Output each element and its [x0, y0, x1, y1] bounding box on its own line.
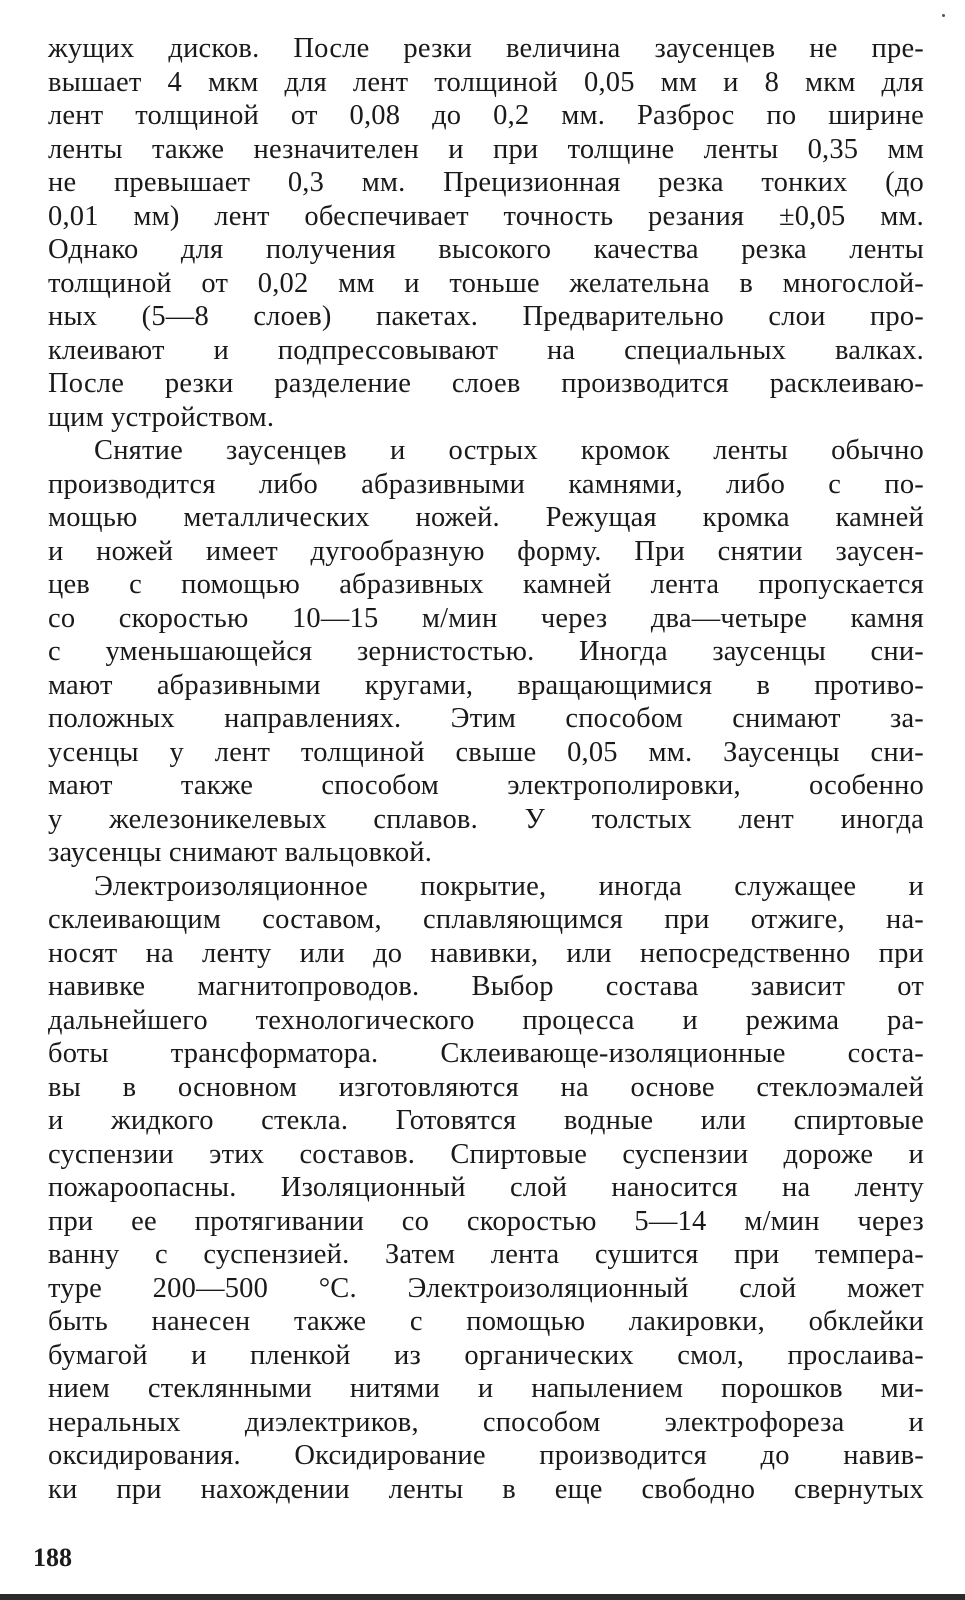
- text-line: суспензии этих составов. Спиртовые суспензии дороже и: [48, 1138, 924, 1170]
- text-line: и жидкого стекла. Готовятся водные или спиртовые: [48, 1105, 924, 1136]
- text-line: мают абразивными кругами, вращающимися в противо-: [48, 669, 924, 701]
- text-line: Электроизоляционное покрытие, иногда служащее и: [94, 870, 924, 902]
- text-line: вы в основном изготовляются на основе стеклоэмалей: [48, 1071, 924, 1103]
- text-line: ки при нахождении ленты в еще свободно свернутых: [48, 1473, 924, 1505]
- body-text: [48, 32, 924, 1506]
- text-line: туре 200—500 °С. Электроизоляционный слой может: [48, 1272, 924, 1304]
- text-line: склеивающим составом, сплавляющимся при отжиге, на-: [48, 904, 924, 935]
- text-line: производится либо абразивными камнями, либо с по-: [48, 468, 924, 500]
- text-line: 0,01 мм) лент обеспечивает точность резания ±0,05 мм.: [48, 200, 924, 232]
- text-line: толщиной от 0,02 мм и тоньше желательна в многослой-: [48, 267, 924, 299]
- text-line: ных (5—8 слоев) пакетах. Предварительно слои про-: [48, 301, 924, 332]
- text-line: и ножей имеет дугообразную форму. При снятии заусен-: [48, 535, 924, 567]
- text-line: боты трансформатора. Склеивающе-изоляционные соста-: [48, 1038, 924, 1069]
- text-line: ванну с суспензией. Затем лента сушится при темпера-: [48, 1239, 924, 1270]
- text-line: вышает 4 мкм для лент толщиной 0,05 мм и 8 мкм для: [48, 66, 924, 98]
- page-bottom-edge: [0, 1594, 965, 1600]
- paragraph-1: [48, 32, 924, 434]
- text-line: мощью металлических ножей. Режущая кромка камней: [48, 502, 924, 533]
- text-line: дальнейшего технологического процесса и режима ра-: [48, 1004, 924, 1036]
- text-line: мают также способом электрополировки, особенно: [48, 770, 924, 801]
- text-line: Однако для получения высокого качества резка ленты: [48, 234, 924, 265]
- text-line: клеивают и подпрессовывают на специальных валках.: [48, 334, 924, 366]
- text-line: оксидирования. Оксидирование производится до навив-: [48, 1440, 924, 1471]
- paragraph-3: [48, 870, 924, 1507]
- paragraph-2: [48, 434, 924, 870]
- text-line: пожароопасны. Изоляционный слой наносится на ленту: [48, 1172, 924, 1203]
- text-line: бумагой и пленкой из органических смол, прослаива-: [48, 1339, 924, 1371]
- text-line: носят на ленту или до навивки, или непосредственно при: [48, 937, 924, 969]
- text-line: при ее протягивании со скоростью 5—14 м/мин через: [48, 1205, 924, 1237]
- text-line: положных направлениях. Этим способом снимают за-: [48, 703, 924, 734]
- text-line: Снятие заусенцев и острых кромок ленты обычно: [94, 435, 924, 466]
- text-line: с уменьшающейся зернистостью. Иногда заусенцы сни-: [48, 636, 924, 667]
- text-line: цев с помощью абразивных камней лента пропускается: [48, 569, 924, 600]
- text-line: не превышает 0,3 мм. Прецизионная резка тонких (до: [48, 167, 924, 198]
- text-line: быть нанесен также с помощью лакировки, обклейки: [48, 1306, 924, 1337]
- text-line: жущих дисков. После резки величина заусенцев не пре-: [48, 33, 924, 64]
- text-line: усенцы у лент толщиной свыше 0,05 мм. Заусенцы сни-: [48, 736, 924, 768]
- text-line: лент толщиной от 0,08 до 0,2 мм. Разброс по ширине: [48, 100, 924, 131]
- text-line: заусенцы снимают вальцовкой.: [48, 837, 433, 868]
- text-line: щим устройством.: [48, 401, 275, 433]
- scan-speck: [942, 14, 945, 17]
- page-number: 188: [33, 1543, 72, 1572]
- text-line: ленты также незначителен и при толщине ленты 0,35 мм: [48, 133, 924, 165]
- text-line: у железоникелевых сплавов. У толстых лент иногда: [48, 803, 924, 835]
- text-line: навивке магнитопроводов. Выбор состава зависит от: [48, 971, 924, 1002]
- text-line: нием стеклянными нитями и напылением порошков ми-: [48, 1373, 924, 1404]
- text-line: неральных диэлектриков, способом электрофореза и: [48, 1406, 924, 1438]
- text-line: со скоростью 10—15 м/мин через два—четыре камня: [48, 602, 924, 634]
- text-line: После резки разделение слоев производится расклеиваю-: [48, 368, 924, 399]
